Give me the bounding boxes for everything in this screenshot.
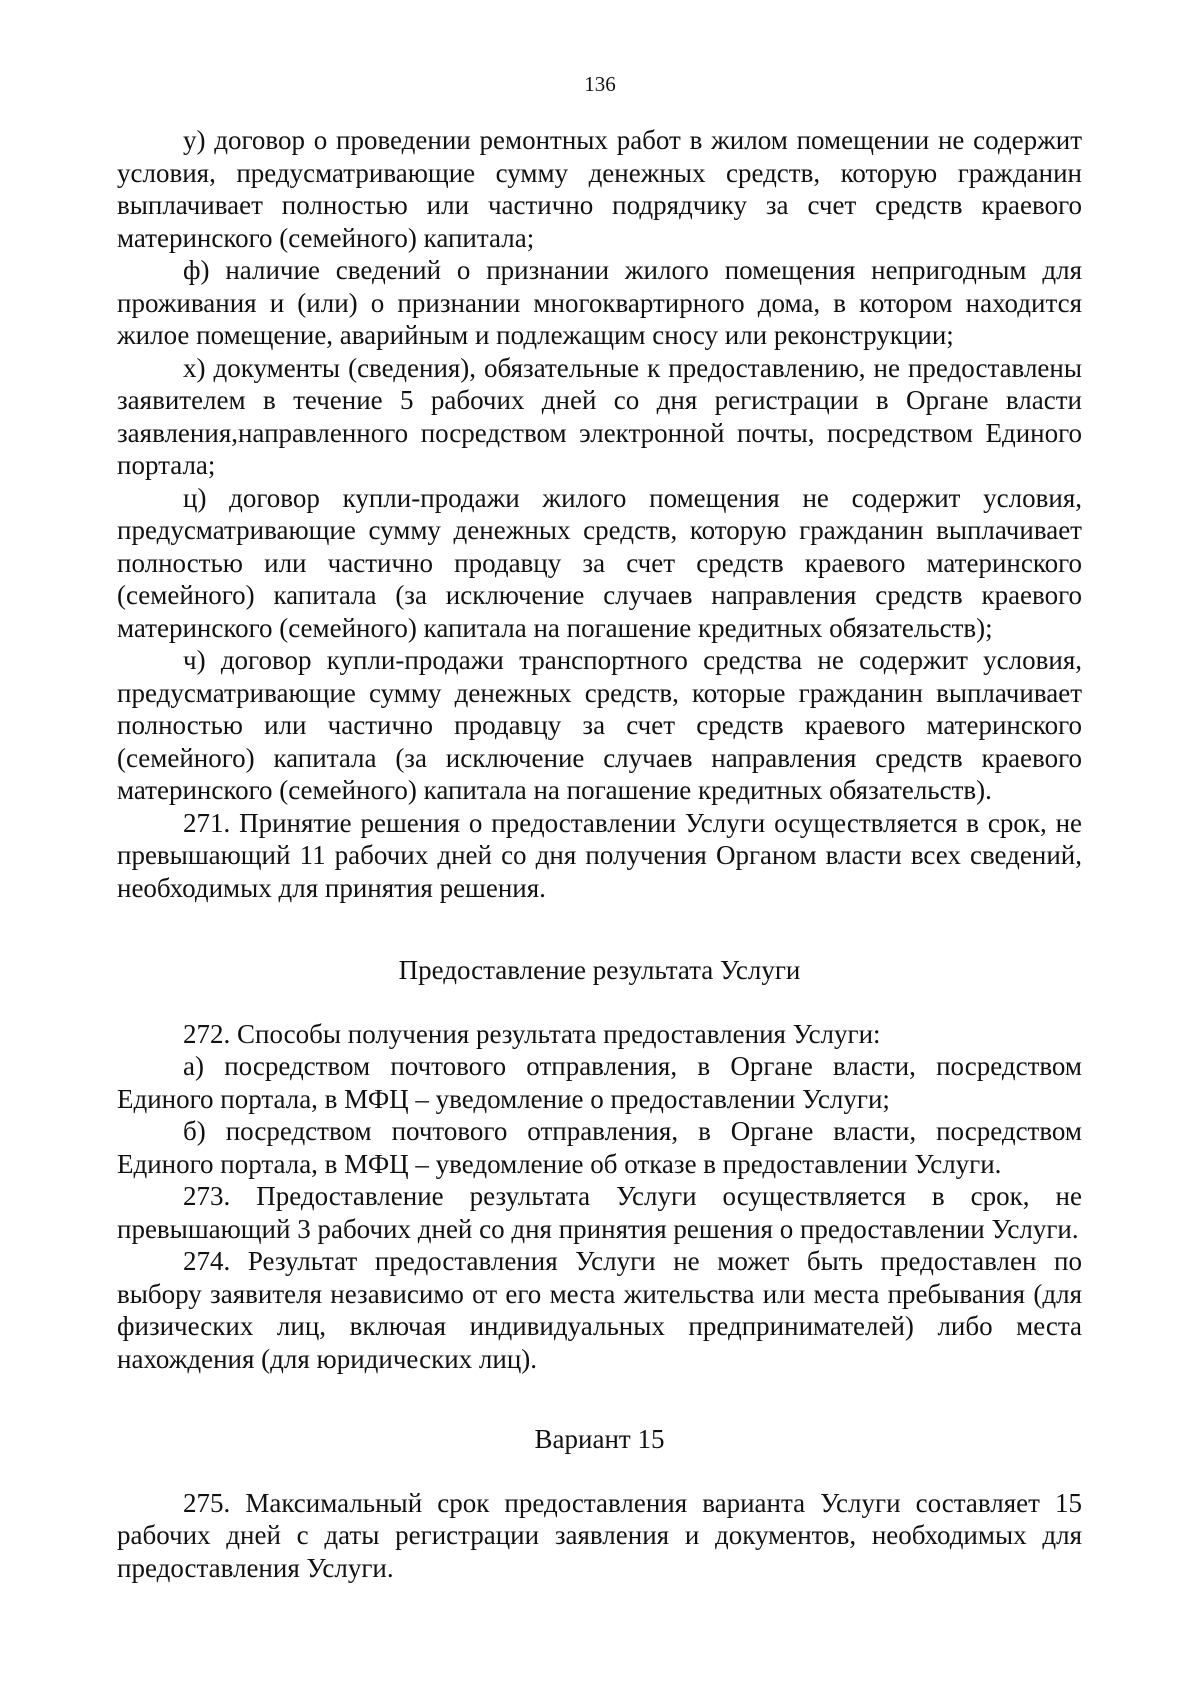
paragraph-272: 272. Способы получения результата предоставления Услуги: (183, 1018, 881, 1049)
paragraph-a: а) посредством почтового отправления, в Органе власти, посредством Единого портала, в МФЦ – уведомление о предоставлении Услуги; (117, 1051, 1082, 1114)
paragraph-274: 274. Результат предоставления Услуги не может быть предоставлен по выбору заявителя независимо от его места жительства или места пребывания (для физических лиц, включая индивидуальных предпринимателей) либо места нахождения (для юридических лиц). (117, 1246, 1082, 1374)
section-heading-result: Предоставление результата Услуги (398, 955, 801, 985)
paragraph-275: 275. Максимальный срок предоставления варианта Услуги составляет 15 рабочих дней с даты регистрации заявления и документов, необходимых для предоставления Услуги. (117, 1487, 1082, 1583)
page-number: 136 (584, 72, 616, 96)
paragraph-u: у) договор о проведении ремонтных работ в жилом помещении не содержит условия, предусматривающие сумму денежных средств, которую гражданин выплачивает полностью или частично подрядчику за счет средств краевого материнского (семейного) капитала; (117, 125, 1082, 253)
paragraph-273: 273. Предоставление результата Услуги осуществляется в срок, не превышающий 3 рабочих дней со дня принятия решения о предоставлении Услуги. (117, 1181, 1082, 1244)
paragraph-ts: ц) договор купли-продажи жилого помещения не содержит условия, предусматривающие сумму денежных средств, которую гражданин выплачивает полностью или частично продавцу за счет средств краевого материнского (семейного) капитала (за исключение случаев направления средств краевого материнского (семейного) капитала на погашение кредитных обязательств); (117, 482, 1082, 643)
document-body (117, 124, 1082, 1584)
paragraph-b: б) посредством почтового отправления, в Органе власти, посредством Единого портала, в МФЦ – уведомление об отказе в предоставлении Услуги. (117, 1116, 1082, 1179)
paragraph-271: 271. Принятие решения о предоставлении Услуги осуществляется в срок, не превышающий 11 рабочих дней со дня получения Органом власти всех сведений, необходимых для принятия решения. (117, 807, 1082, 903)
paragraph-f: ф) наличие сведений о признании жилого помещения непригодным для проживания и (или) о признании многоквартирного дома, в котором находится жилое помещение, аварийным и подлежащим сносу или реконструкции; (117, 255, 1082, 350)
paragraph-kh: х) документы (сведения), обязательные к предоставлению, не предоставлены заявителем в течение 5 рабочих дней со дня регистрации в Органе власти заявления,направленного посредством электронной почты, посредством Единого портала; (117, 352, 1082, 480)
paragraph-ch: ч) договор купли-продажи транспортного средства не содержит условия, предусматривающие сумму денежных средств, которые гражданин выплачивает полностью или частично продавцу за счет средств краевого материнского (семейного) капитала (за исключение случаев направления средств краевого материнского (семейного) капитала на погашение кредитных обязательств). (117, 645, 1082, 805)
section-heading-variant: Вариант 15 (534, 1424, 665, 1454)
